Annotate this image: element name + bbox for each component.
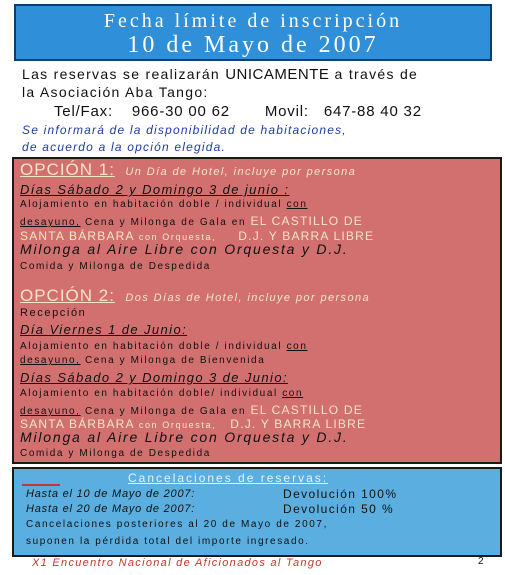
option-1-title: OPCIÓN 1: bbox=[20, 160, 115, 179]
event-footer: X1 Encuentro Nacional de Aficionados al Tango bbox=[32, 557, 323, 569]
castle-text: EL CASTILLO DE bbox=[250, 214, 363, 228]
option-1-heading bbox=[20, 160, 356, 180]
lodging-text: Alojamiento en habitación doble / individual bbox=[20, 341, 287, 352]
option-2-title: OPCIÓN 2: bbox=[20, 286, 115, 305]
cancel-accent-line bbox=[22, 484, 60, 486]
dj-bar-text: D.J. Y BARRA LIBRE bbox=[230, 417, 367, 431]
deadline-header bbox=[14, 4, 492, 61]
tel-value: 966-30 00 62 bbox=[131, 103, 230, 120]
cancel-row-1-value: Devolución 100% bbox=[283, 487, 398, 501]
movil-value: 647-88 40 32 bbox=[323, 103, 422, 120]
option-2-comida: Comida y Milonga de Despedida bbox=[20, 448, 211, 459]
lodging-with: con bbox=[282, 388, 304, 399]
lodging-with: con bbox=[286, 341, 308, 352]
option-1-subtitle: Un Día de Hotel, incluye por persona bbox=[125, 166, 357, 178]
option-2-lodging-2 bbox=[20, 388, 303, 399]
reservas-only-text: UNICAMENTE bbox=[225, 66, 330, 83]
option-1-comida: Comida y Milonga de Despedida bbox=[20, 261, 211, 272]
option-2-day-2 bbox=[20, 370, 288, 385]
orquesta-text: con Orquesta, bbox=[134, 232, 221, 242]
contact-line bbox=[54, 103, 422, 120]
reservas-line-2: la Asociación Aba Tango: bbox=[22, 84, 209, 100]
tel-label: Tel/Fax: bbox=[54, 103, 113, 120]
cancel-note-2: suponen la pérdida total del importe ingresado. bbox=[26, 536, 310, 547]
reservas-text-end: a través de bbox=[329, 66, 419, 82]
reservas-text: Las reservas se realizarán bbox=[22, 66, 226, 82]
cancel-row-2-value: Devolución 50 % bbox=[283, 502, 395, 516]
lodging-text: Alojamiento en habitación doble/ individual bbox=[20, 388, 283, 399]
option-2-day-1 bbox=[20, 322, 187, 337]
movil-label: Movil: bbox=[264, 103, 309, 120]
cancel-row-2-date: Hasta el 20 de Mayo de 2007: bbox=[26, 503, 196, 515]
orquesta-text: con Orquesta, bbox=[134, 420, 221, 430]
option-2-subtitle: Dos Días de Hotel, incluye por persona bbox=[125, 292, 370, 304]
cancel-note-1: Cancelaciones posteriores al 20 de Mayo de 2007, bbox=[26, 519, 328, 530]
lodging-with: con bbox=[286, 199, 308, 210]
option-2-day-1-text: Día Viernes 1 de Junio: bbox=[20, 322, 188, 337]
availability-line-2: de acuerdo a la opción elegida. bbox=[22, 140, 226, 154]
deadline-date: 10 de Mayo de 2007 bbox=[127, 32, 379, 58]
option-2-reception: Recepción bbox=[20, 307, 87, 319]
option-2-lodging-1 bbox=[20, 341, 308, 352]
dj-bar-text: D.J. Y BARRA LIBRE bbox=[238, 229, 375, 243]
cancel-row-1-date: Hasta el 10 de Mayo de 2007: bbox=[26, 488, 196, 500]
castle-text: EL CASTILLO DE bbox=[250, 403, 363, 417]
option-1-days-text: Días Sábado 2 y Domingo 3 de junio : bbox=[20, 182, 290, 197]
santa-barbara-text: SANTA BÁRBARA bbox=[20, 229, 135, 243]
option-2-welcome bbox=[20, 355, 265, 366]
cancellations-title: Cancelaciones de reservas: bbox=[128, 471, 329, 485]
availability-line-1: Se informará de la disponibilidad de habitaciones, bbox=[22, 123, 347, 137]
gala-text: Cena y Milonga de Gala en bbox=[80, 217, 251, 228]
deadline-title: Fecha límite de inscripción bbox=[103, 10, 403, 32]
breakfast-text: desayuno, bbox=[20, 217, 81, 228]
breakfast-text: desayuno, bbox=[20, 406, 81, 417]
option-2-milonga: Milonga al Aire Libre con Orquesta y D.J. bbox=[20, 429, 349, 445]
welcome-text: Cena y Milonga de Bienvenida bbox=[80, 355, 266, 366]
reservas-line-1 bbox=[22, 66, 418, 83]
option-2-heading bbox=[20, 286, 370, 306]
gala-text: Cena y Milonga de Gala en bbox=[80, 406, 251, 417]
option-1-milonga: Milonga al Aire Libre con Orquesta y D.J. bbox=[20, 241, 349, 257]
page-number: 2 bbox=[478, 556, 484, 567]
breakfast-text: desayuno, bbox=[20, 355, 81, 366]
santa-barbara-text: SANTA BÁRBARA bbox=[20, 417, 135, 431]
option-2-day-2-text: Días Sábado 2 y Domingo 3 de Junio: bbox=[20, 370, 288, 385]
option-1-days bbox=[20, 182, 289, 197]
lodging-text: Alojamiento en habitación doble / individual bbox=[20, 199, 287, 210]
option-1-lodging bbox=[20, 199, 308, 210]
